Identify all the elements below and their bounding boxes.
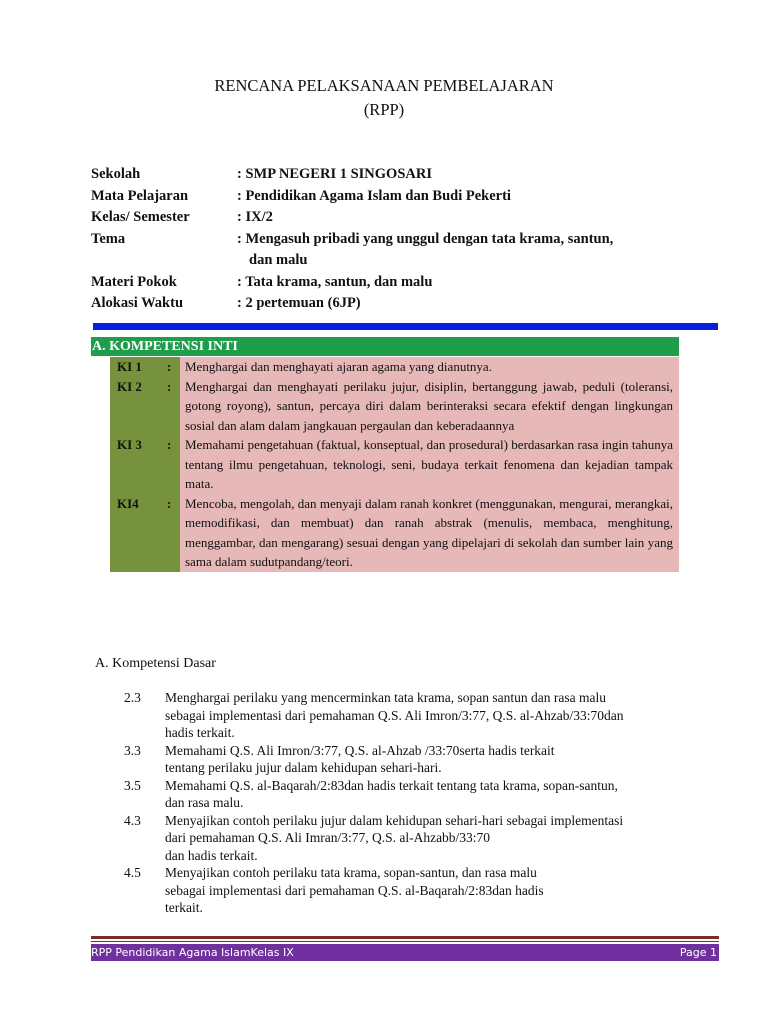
kd-number: 3.5	[124, 777, 141, 793]
ki-row	[110, 435, 679, 494]
kd-line: tentang perilaku jujur dalam kehidupan sehari-hari.	[165, 760, 442, 775]
ki-row	[110, 494, 679, 572]
identity-label: Sekolah	[91, 166, 141, 182]
kd-line: dan hadis terkait.	[165, 847, 258, 863]
ki-row	[110, 377, 679, 436]
ki-description: Mencoba, mengolah, dan menyaji dalam ranah konkret (menggunakan, mengurai, merangkai, memodifikasi, dan membuat) dan ranah abstrak (menulis, membaca, menghitung, menggambar, dan mengarang) sesuai dengan yang dipelajari di sekolah dan sumber lain yang sama dalam sudutpandang/teori.	[180, 494, 679, 572]
ki-colon: :	[167, 359, 172, 374]
section-header-kompetensi-inti: A. KOMPETENSI INTI	[91, 337, 679, 356]
kd-line: dan rasa malu.	[165, 795, 244, 810]
identity-label: Alokasi Waktu	[91, 295, 184, 311]
identity-row-materi-pokok	[91, 272, 679, 294]
kd-item	[124, 864, 684, 917]
kd-line: Menyajikan contoh perilaku jujur dalam kehidupan sehari-hari sebagai implementasi	[165, 812, 624, 828]
kd-text	[165, 742, 555, 777]
ki-label-cell	[110, 435, 180, 494]
page-number: Page 1	[679, 946, 717, 959]
identity-value: : IX/2	[237, 209, 273, 225]
section-divider-bar	[93, 323, 718, 330]
page-footer	[91, 944, 719, 961]
kd-item	[124, 742, 684, 777]
kd-line: sebagai implementasi dari pemahaman Q.S. Ali Imron/3:77, Q.S. al-Ahzab/33:70dan	[165, 707, 624, 723]
kd-line: Menghargai perilaku yang mencerminkan tata krama, sopan santun dan rasa malu	[165, 690, 606, 705]
kompetensi-dasar-list	[124, 689, 684, 917]
identity-row-mata-pelajaran	[91, 186, 679, 208]
footer-rule-thin	[91, 941, 719, 942]
kd-text	[165, 689, 624, 742]
ki-label-cell	[110, 377, 180, 436]
identity-value: : Mengasuh pribadi yang unggul dengan tata krama, santun,	[237, 230, 614, 247]
kd-line: Memahami Q.S. Ali Imron/3:77, Q.S. al-Ahzab /33:70serta hadis terkait	[165, 742, 555, 758]
ki-label-cell	[110, 494, 180, 572]
document-title: RENCANA PELAKSANAAN PEMBELAJARAN	[214, 76, 554, 95]
kd-item	[124, 777, 684, 812]
ki-colon: :	[167, 378, 172, 394]
kd-line: sebagai implementasi dari pemahaman Q.S. al-Baqarah/2:83dan hadis	[165, 882, 544, 898]
ki-description: Menghargai dan menghayati ajaran agama yang dianutnya.	[180, 357, 679, 377]
kd-text	[165, 812, 623, 865]
identity-row-alokasi-waktu	[91, 293, 679, 315]
ki-description: Menghargai dan menghayati perilaku jujur, disiplin, bertanggung jawab, peduli (toleransi, gotong royong), santun, percaya diri dalam berinteraksi secara efektif dengan lingkungan sosial dan alam dalam jangkauan pergaulan dan keberadaannya	[180, 377, 679, 436]
identity-row-sekolah	[91, 164, 679, 186]
identity-row-kelas-semester	[91, 207, 679, 229]
ki-colon: :	[167, 495, 172, 511]
ki-row	[110, 357, 679, 377]
kd-item	[124, 812, 684, 865]
identity-label: Tema	[91, 230, 126, 247]
identity-value-continuation: dan malu	[249, 252, 308, 268]
ki-label: KI 2	[117, 378, 142, 394]
footer-title: RPP Pendidikan Agama IslamKelas IX	[91, 946, 294, 959]
kd-number: 4.3	[124, 812, 141, 828]
identity-row-tema	[91, 229, 679, 272]
kd-line: hadis terkait.	[165, 725, 235, 740]
ki-label-cell	[110, 357, 180, 377]
identity-value: : SMP NEGERI 1 SINGOSARI	[237, 166, 432, 182]
kd-line: terkait.	[165, 900, 203, 915]
kd-item	[124, 689, 684, 742]
identity-label: Mata Pelajaran	[91, 187, 189, 204]
ki-label: KI 3	[117, 437, 142, 452]
kompetensi-inti-table	[110, 357, 679, 572]
ki-label: KI 1	[117, 359, 142, 374]
identity-value: : Tata krama, santun, dan malu	[237, 273, 433, 290]
identity-value-wrap	[237, 229, 679, 272]
ki-colon: :	[167, 437, 172, 452]
kd-text	[165, 777, 618, 812]
identity-value: : Pendidikan Agama Islam dan Budi Pekerti	[237, 187, 511, 204]
identity-label: Materi Pokok	[91, 273, 177, 290]
identity-value: : 2 pertemuan (6JP)	[237, 295, 361, 311]
kd-text	[165, 864, 544, 917]
kd-line: Menyajikan contoh perilaku tata krama, sopan-santun, dan rasa malu	[165, 865, 537, 880]
document-subtitle: (RPP)	[363, 100, 405, 119]
identity-block	[91, 164, 679, 315]
identity-label: Kelas/ Semester	[91, 209, 190, 225]
kd-line: dari pemahaman Q.S. Ali Imran/3:77, Q.S. al-Ahzabb/33:70	[165, 830, 491, 845]
kd-line: Memahami Q.S. al-Baqarah/2:83dan hadis terkait tentang tata krama, sopan-santun,	[165, 777, 618, 793]
kompetensi-dasar-heading: A. Kompetensi Dasar	[95, 656, 216, 671]
ki-description: Memahami pengetahuan (faktual, konseptual, dan prosedural) berdasarkan rasa ingin tahunya tentang ilmu pengetahuan, teknologi, seni, budaya terkait fenomena dan kejadian tampak mata.	[180, 435, 679, 494]
kd-number: 2.3	[124, 690, 141, 705]
kd-number: 3.3	[124, 742, 141, 758]
ki-label: KI4	[117, 495, 139, 511]
footer-rule-thick	[91, 936, 719, 939]
kd-number: 4.5	[124, 865, 141, 880]
